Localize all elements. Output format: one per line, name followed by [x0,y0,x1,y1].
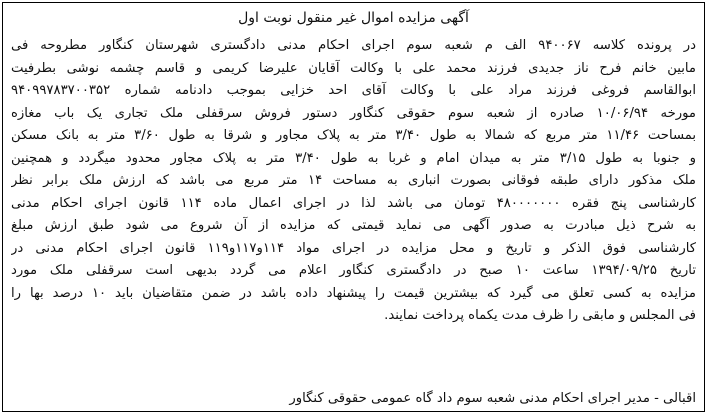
notice-frame [2,2,705,412]
notice-signature: اقبالی - مدیر اجرای احکام مدنی شعبه سوم داد گاه عمومی حقوقی کنگاور [289,391,696,406]
notice-line: به شرح ذیل مبادرت به صدور آگهی می نماید قیمتی که مزایده از آن شروع می شود طبق ارزش مبلغ [11,218,696,233]
notice-line: تاریخ ۱۳۹۴/۰۹/۲۵ ساعت ۱۰ صبح در دادگستری کنگاور اعلام می گردد بدیهی است سرقفلی ملک مورد [11,263,696,278]
notice-line: مابین خانم فرح ناز جدیدی فرزند محمد علی با وکالت آقایان علیرضا کریمی و قاسم چشمه نوشی بطرفیت [11,60,696,76]
notice-line: ملک مذکور دارای طبقه فوقانی بصورت انباری به مساحت ۱۴ متر مربع می باشد که ارزش ملک برابر نظر [11,173,696,188]
notice-line: مزایده به کسی تعلق می گیرد که بیشترین قیمت را پیشنهاد داده باشد در ضمن متقاضیان باید ۱۰ درصد بها را [11,285,696,301]
notice-line: در پرونده کلاسه ۹۴۰۰۶۷ الف م شعبه سوم اجرای احکام مدنی دادگستری شهرستان کنگاور مطروحه فی [11,38,696,53]
notice-title: آگهی مزایده اموال غیر منقول نوبت اول [238,10,469,26]
notice-line: فی المجلس و مابقی را ظرف مدت یکماه پرداخت نمایند. [384,308,696,323]
notice-line: ابوالقاسم فروغی فرزند مراد علی با وکالت آقای احد خزایی بموجب دادنامه شماره ۹۴۰۹۹۷۸۳۷۰۰۳۵۲ [11,83,696,98]
notice-body [11,35,696,328]
notice-line: مورخه ۱۰/۰۶/۹۴ صادره از شعبه سوم حقوقی کنگاور دستور فروش سرقفلی ملک تجاری یک باب مغازه [11,105,696,121]
notice-line: بمساحت ۱۱/۴۶ متر مربع که شمالا به طول ۳/۴۰ متر به پلاک مجاور و شرقا به طول ۳/۶۰ متر به بانک مسکن [11,128,696,143]
notice-line: کارشناسی پنج فقره ۴۸۰۰۰۰۰۰۰ تومان می باشد لذا در اجرای اعمال ماده ۱۱۴ قانون اجرای احکام مدنی [11,195,696,211]
notice-line: و جنوبا به طول ۳/۱۵ متر به میدان امام و غربا به طول ۳/۴۰ متر به پلاک مجاور محدود میگردد و همچنین [11,150,696,166]
notice-line: کارشناسی فوق الذکر و تاریخ و محل مزایده در اجرای مواد ۱۱۴و۱۱۷و۱۱۹ قانون اجرای احکام مدنی در [11,240,696,256]
